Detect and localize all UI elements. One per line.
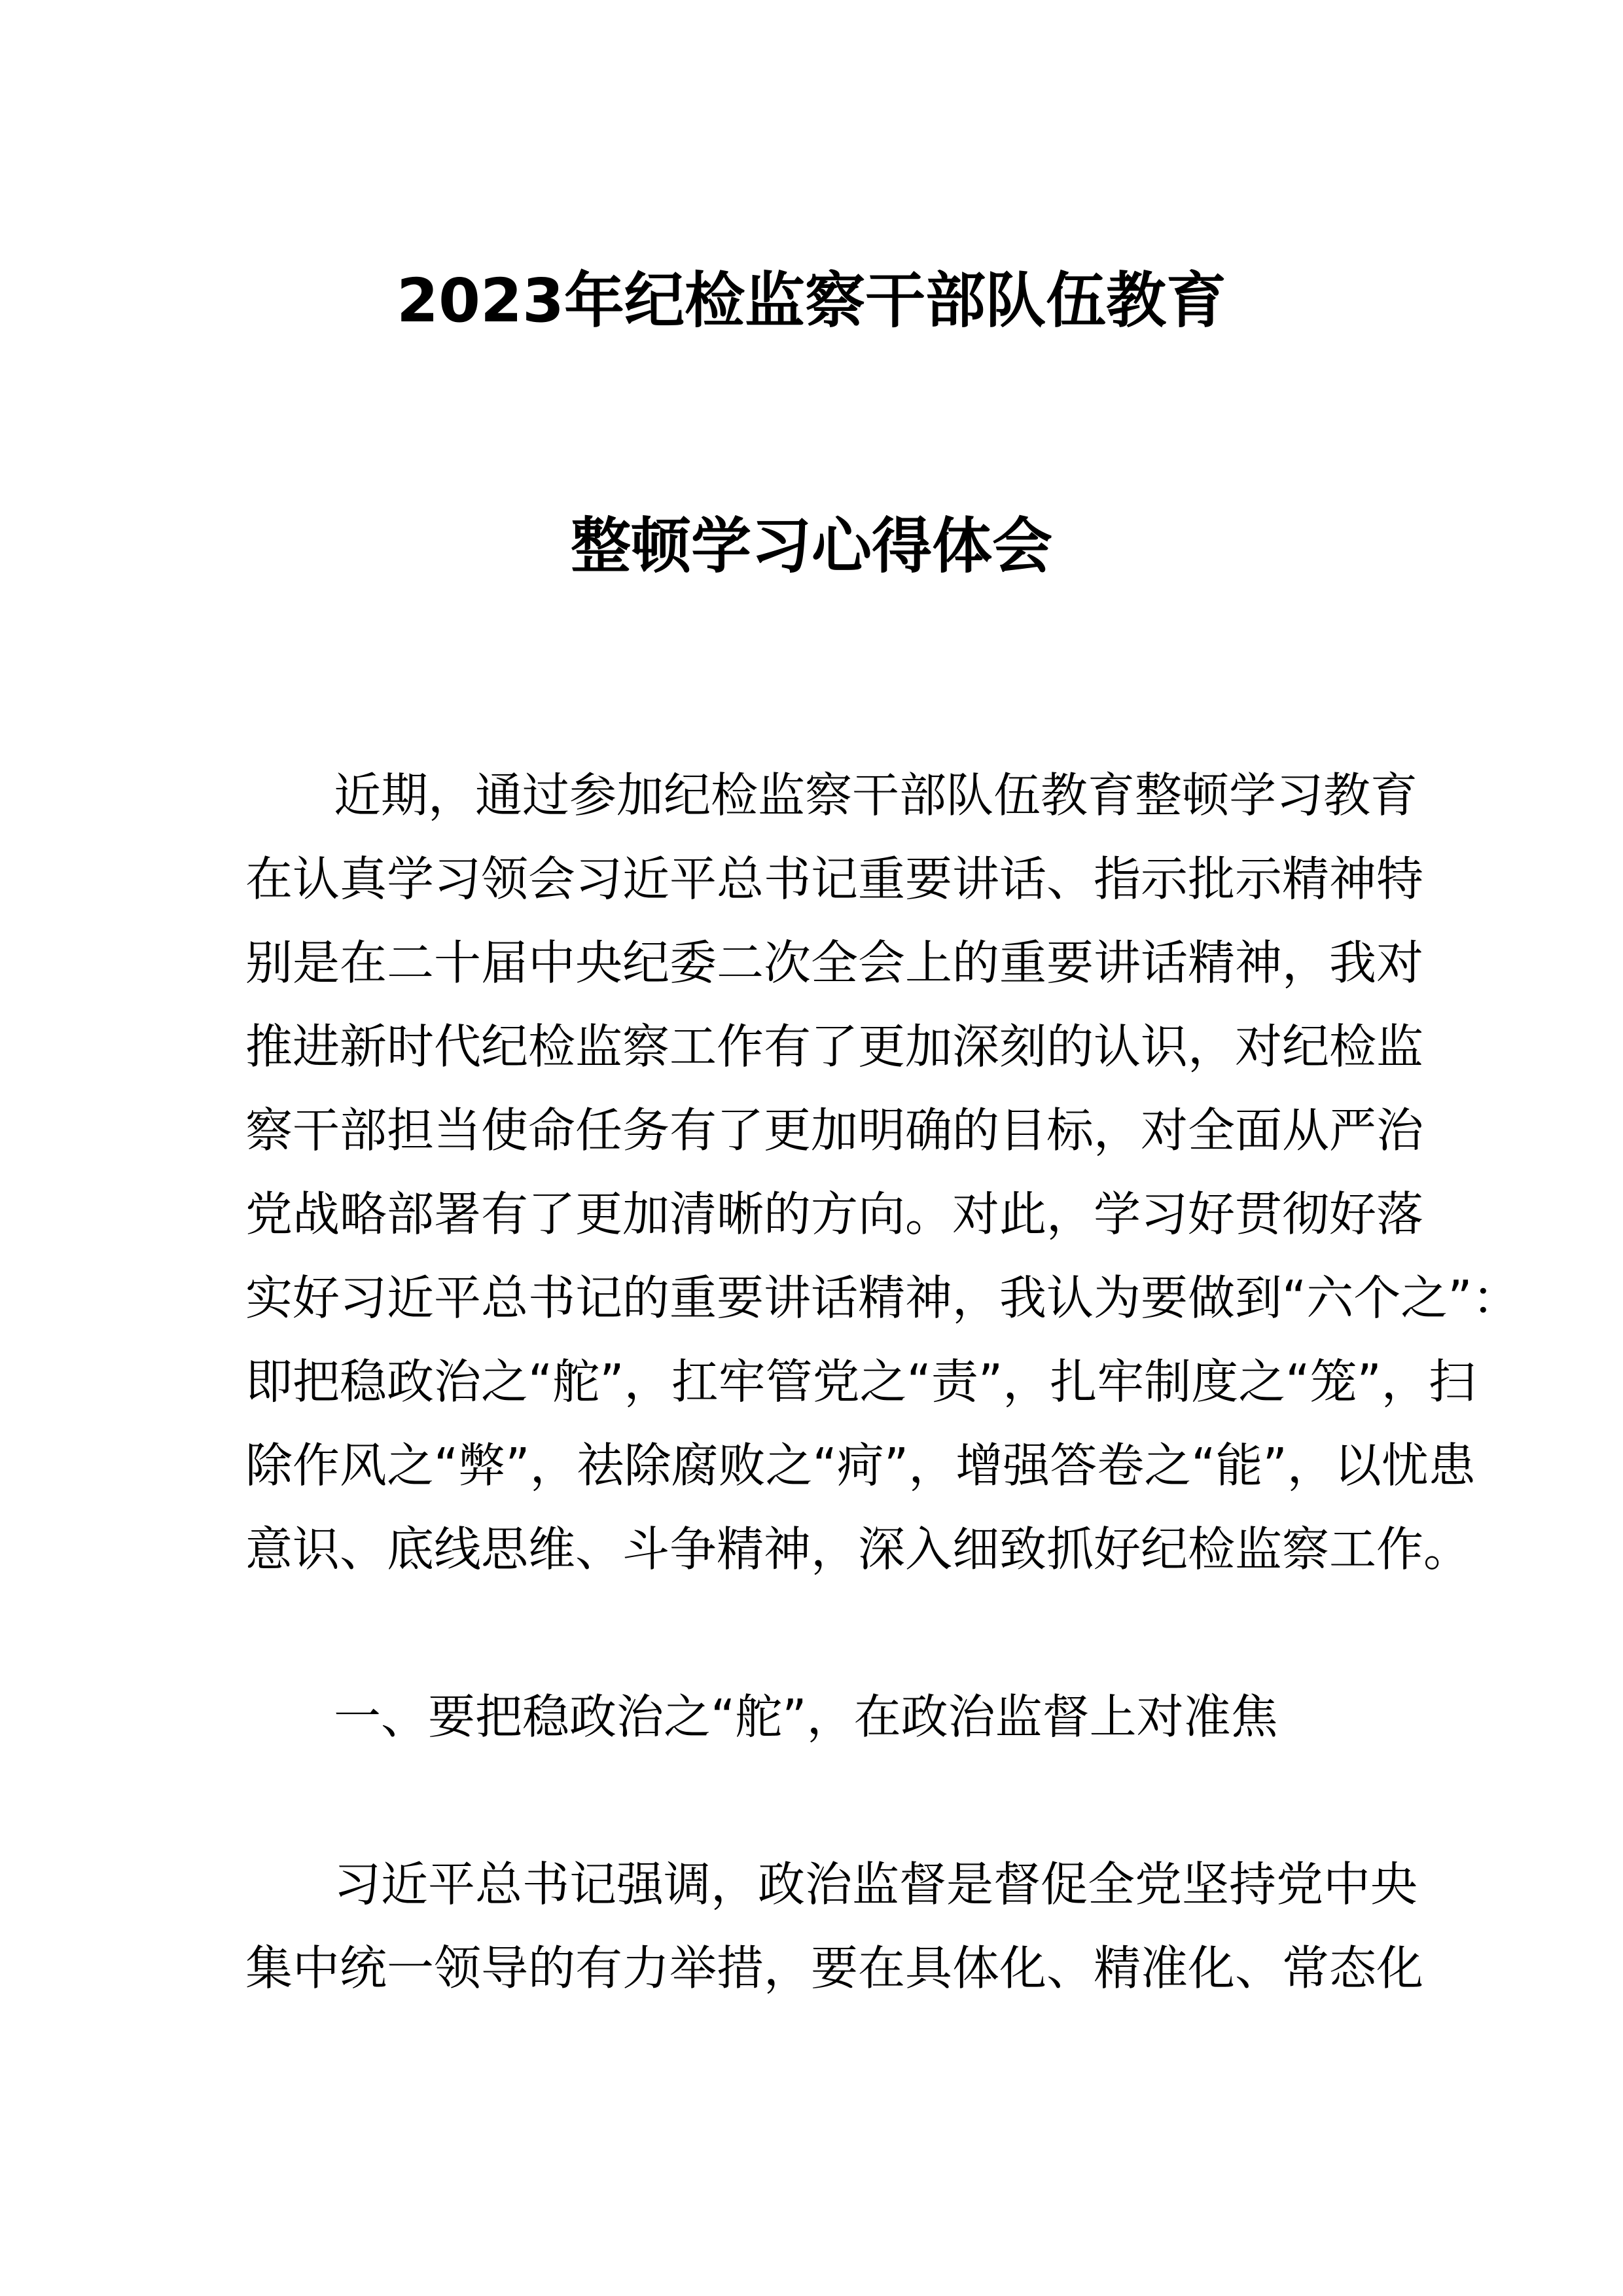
section-heading-1: 一、要把稳政治之“舵”，在政治监督上对准焦 [334, 1689, 1278, 1744]
paragraph-line: 别是在二十届中央纪委二次全会上的重要讲话精神，我对 [245, 935, 1424, 990]
paragraph-line: 即把稳政治之“舵”，扛牢管党之“责”，扎牢制度之“笼”，扫 [245, 1354, 1476, 1409]
paragraph-line: 实好习近平总书记的重要讲话精神，我认为要做到“六个之”： [245, 1270, 1520, 1325]
paragraph-line: 意识、底线思维、斗争精神，深入细致抓好纪检监察工作。 [245, 1522, 1471, 1577]
paragraph-line: 近期，通过参加纪检监察干部队伍教育整顿学习教育 [334, 768, 1418, 823]
document-title-line-2: 整顿学习心得体会 [570, 511, 1052, 581]
document-title-line-1: 2023年纪检监察干部队伍教育 [396, 266, 1227, 336]
paragraph-line: 党战略部署有了更加清晰的方向。对此，学习好贯彻好落 [245, 1187, 1424, 1242]
paragraph-line: 在认真学习领会习近平总书记重要讲话、指示批示精神特 [245, 852, 1424, 906]
paragraph-line: 推进新时代纪检监察工作有了更加深刻的认识，对纪检监 [245, 1019, 1424, 1074]
paragraph-line: 集中统一领导的有力举措，要在具体化、精准化、常态化 [245, 1941, 1424, 1996]
paragraph-line: 察干部担当使命任务有了更加明确的目标，对全面从严治 [245, 1103, 1424, 1158]
paragraph-line: 除作风之“弊”，祛除腐败之“疴”，增强答卷之“能”，以忧患 [245, 1438, 1476, 1493]
paragraph-line: 习近平总书记强调，政治监督是督促全党坚持党中央 [334, 1857, 1418, 1912]
